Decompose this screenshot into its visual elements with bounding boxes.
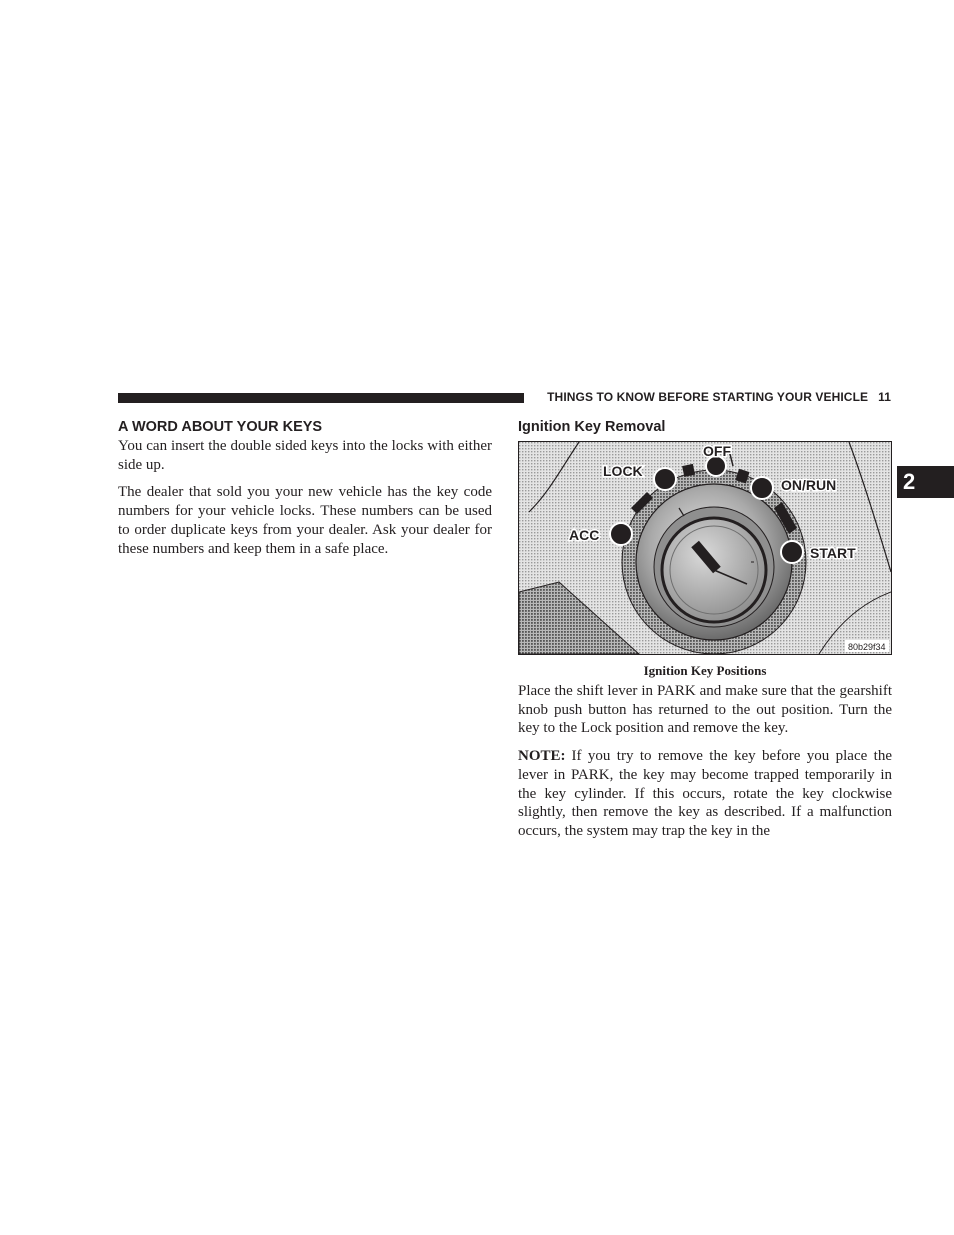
note-text: If you try to remove the key before you place the lever in PARK, the key may become trapped temporarily in the key cylinder. If this occurs, rotate the key clockwise slightly, then remove the key as described. If a malfunction occurs, the system may trap the key in the [518, 748, 892, 839]
start-position-dot [781, 541, 803, 563]
running-header [534, 390, 891, 404]
label-acc: ACC [569, 527, 600, 543]
figure-caption: Ignition Key Positions [643, 663, 767, 678]
running-header-title: THINGS TO KNOW BEFORE STARTING YOUR VEHICLE [547, 390, 869, 404]
lock-position-dot [654, 468, 676, 490]
paragraph-keys-1: You can insert the double sided keys into the locks with either side up. [118, 438, 492, 473]
left-column [118, 418, 492, 567]
label-start: START [810, 545, 856, 561]
chapter-tab: 2 [897, 466, 954, 498]
label-lock: LOCK [603, 463, 643, 479]
label-off: OFF [703, 443, 731, 459]
section-heading-keys: A WORD ABOUT YOUR KEYS [118, 419, 323, 435]
paragraph-keys-2: The dealer that sold you your new vehicle has the key code numbers for your vehicle locks. These numbers can be used to order duplicate keys from your dealer. Ask your dealer for these numbers and keep them in a safe place. [118, 484, 492, 557]
figure-code: 80b29f34 [848, 642, 886, 652]
right-column [518, 418, 892, 850]
ignition-figure [518, 441, 892, 655]
header-rule [118, 393, 524, 403]
note-paragraph [518, 747, 892, 841]
off-position-dot [706, 456, 726, 476]
paragraph-removal: Place the shift lever in PARK and make sure that the gearshift knob push button has returned to the out position. Turn the key to the Lock position and remove the key. [518, 683, 892, 737]
label-on-run: ON/RUN [781, 477, 837, 493]
acc-position-dot [610, 523, 632, 545]
page-number: 11 [878, 390, 891, 404]
on-run-position-dot [751, 477, 773, 499]
position-square-1 [682, 464, 695, 477]
ignition-illustration [519, 442, 891, 654]
note-label: NOTE: [518, 748, 566, 765]
section-heading-ignition: Ignition Key Removal [518, 419, 666, 435]
